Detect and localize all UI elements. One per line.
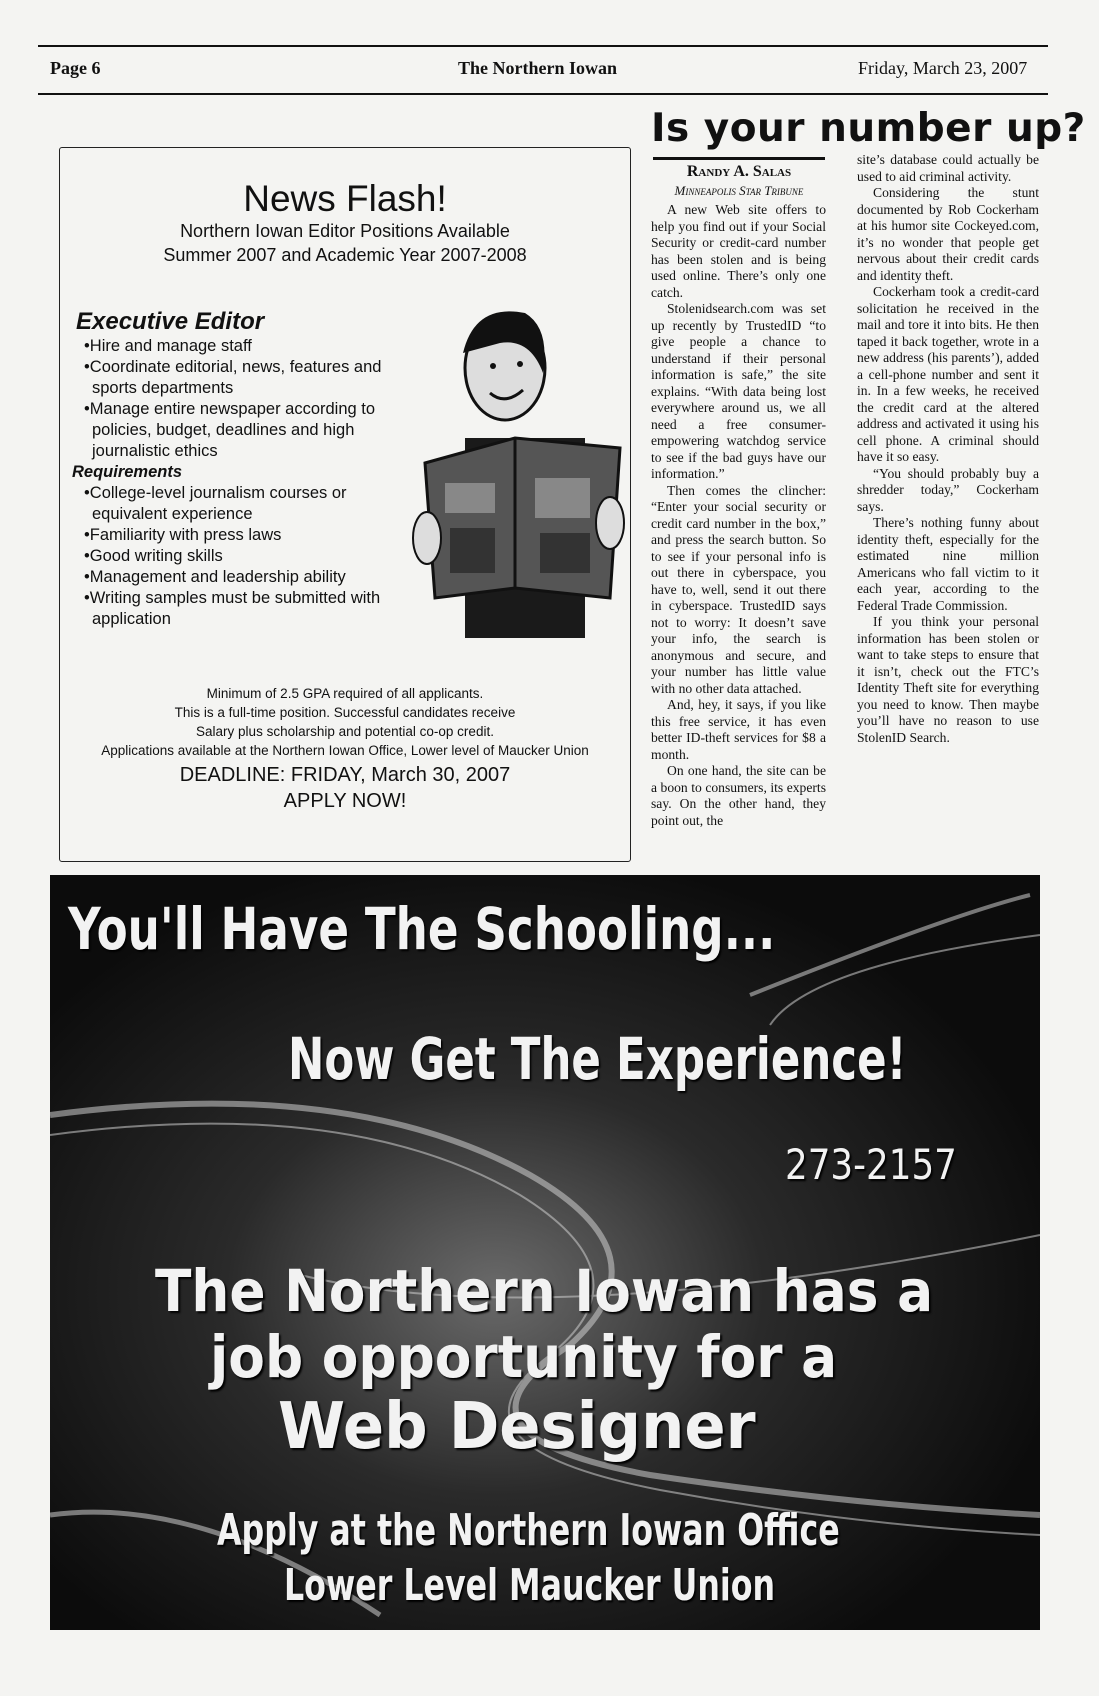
duty-item: •Hire and manage staff <box>84 337 252 355</box>
requirement-item: •Management and leadership ability <box>84 568 346 586</box>
editor-positions-ad <box>59 147 631 862</box>
apply-now: APPLY NOW! <box>283 790 407 812</box>
paragraph: If you think your personal information has been stolen or want to take steps to ensure that it isn’t, check out the FTC’s Identity Theft site for everything you need to know. Then maybe you’ll have no reason to use StolenID Search. <box>857 614 1039 745</box>
article-headline: Is your number up? <box>651 106 1086 151</box>
article-column-2 <box>857 152 1039 746</box>
paragraph: Stolenidsearch.com was set up recently by TrustedID “to give people a chance to understand if their personal information is safe,” the site explains. “With data being lost everywhere around us, we all need a free consumer-empowering watchdog service to see if the bad guys have our information.” <box>651 301 826 481</box>
paragraph: There’s nothing funny about identity theft, especially for the estimated nine million Americans who fall victim to it each year, according to the Federal Trade Commission. <box>857 515 1039 613</box>
paragraph: Cockerham took a credit-card solicitation he received in the mail and tore it into bits. He then taped it back together, wrote in a new address (his parents’), added a cell-phone number and sent it in. In a few weeks, he received the credit card at the altered address and activated it using his cell phone. A criminal should have it so easy. <box>857 284 1039 464</box>
ad-line-location: Lower Level Maucker Union <box>284 1560 776 1611</box>
position-title: Executive Editor <box>76 308 265 335</box>
issue-date: Friday, March 23, 2007 <box>858 58 1028 78</box>
ad-subtitle: Summer 2007 and Academic Year 2007-2008 <box>163 245 527 265</box>
gpa-requirement: Minimum of 2.5 GPA required of all applicants. <box>206 686 484 701</box>
ad-line-experience: Now Get The Experience! <box>288 1025 907 1093</box>
byline-source: Minneapolis Star Tribune <box>674 183 804 198</box>
byline-rule <box>653 157 825 160</box>
ad-title: News Flash! <box>243 178 447 219</box>
compensation-info: Salary plus scholarship and potential co-op credit. <box>196 724 494 739</box>
ad-line-schooling: You'll Have The Schooling... <box>68 895 776 963</box>
ad-line-apply: Apply at the Northern Iowan Office <box>217 1505 840 1556</box>
requirement-item: •Writing samples must be submitted with application <box>84 589 381 628</box>
ad-subtitle: Northern Iowan Editor Positions Available <box>180 221 510 241</box>
ad-phone: 273-2157 <box>785 1140 957 1189</box>
requirement-item: •Familiarity with press laws <box>84 526 282 544</box>
paper-name: The Northern Iowan <box>458 58 618 78</box>
requirement-item: •Good writing skills <box>84 547 223 565</box>
paragraph: site’s database could actually be used to aid criminal activity. <box>857 152 1039 184</box>
requirements-label: Requirements <box>72 463 183 481</box>
web-designer-ad <box>50 875 1040 1630</box>
ad-line-web-designer: Web Designer <box>278 1390 756 1464</box>
top-rule <box>38 45 1048 47</box>
article-column-1 <box>651 202 826 829</box>
paragraph: Then comes the clincher: “Enter your social security or credit card number in the box,” and press the search button. So to see if your personal info is out there in cyberspace, you have to, well, send it out there in cyberspace. TrustedID says not to worry: It doesn’t save your info, the search is anonymous and secure, and your number has little value with no other data attached. <box>651 482 826 696</box>
man-reading-newspaper-illustration <box>405 298 630 638</box>
paragraph: And, hey, it says, if you like this free service, it has even better ID-theft services for $8 a month. <box>651 697 826 762</box>
paragraph: “You should probably buy a shredder today,” Cockerham says. <box>857 465 1039 514</box>
paragraph: On one hand, the site can be a boon to consumers, its experts say. On the other hand, they point out, the <box>651 763 826 828</box>
application-location: Applications available at the Northern Iowan Office, Lower level of Maucker Union <box>101 743 589 758</box>
header-rule <box>38 93 1048 95</box>
ad-line-has-a: The Northern Iowan has a <box>155 1257 934 1325</box>
position-info: This is a full-time position. Successful candidates receive <box>174 705 516 720</box>
duty-item: •Coordinate editorial, news, features and sports departments <box>84 358 382 397</box>
duty-item: •Manage entire newspaper according to policies, budget, deadlines and high journalistic ethics <box>84 400 376 460</box>
byline: Randy A. Salas <box>686 163 792 180</box>
paragraph: A new Web site offers to help you find out if your Social Security or credit-card number has been stolen and is being used online. There’s only one catch. <box>651 202 826 300</box>
requirement-item: •College-level journalism courses or equivalent experience <box>84 484 347 523</box>
duties-list <box>72 336 408 630</box>
deadline: DEADLINE: FRIDAY, March 30, 2007 <box>179 764 511 786</box>
page-number: Page 6 <box>50 58 101 78</box>
paragraph: Considering the stunt documented by Rob Cockerham at his humor site Cockeyed.com, it’s no wonder that people get nervous about their credit cards and identity theft. <box>857 185 1039 283</box>
ad-line-job-opportunity: job opportunity for a <box>210 1323 838 1391</box>
